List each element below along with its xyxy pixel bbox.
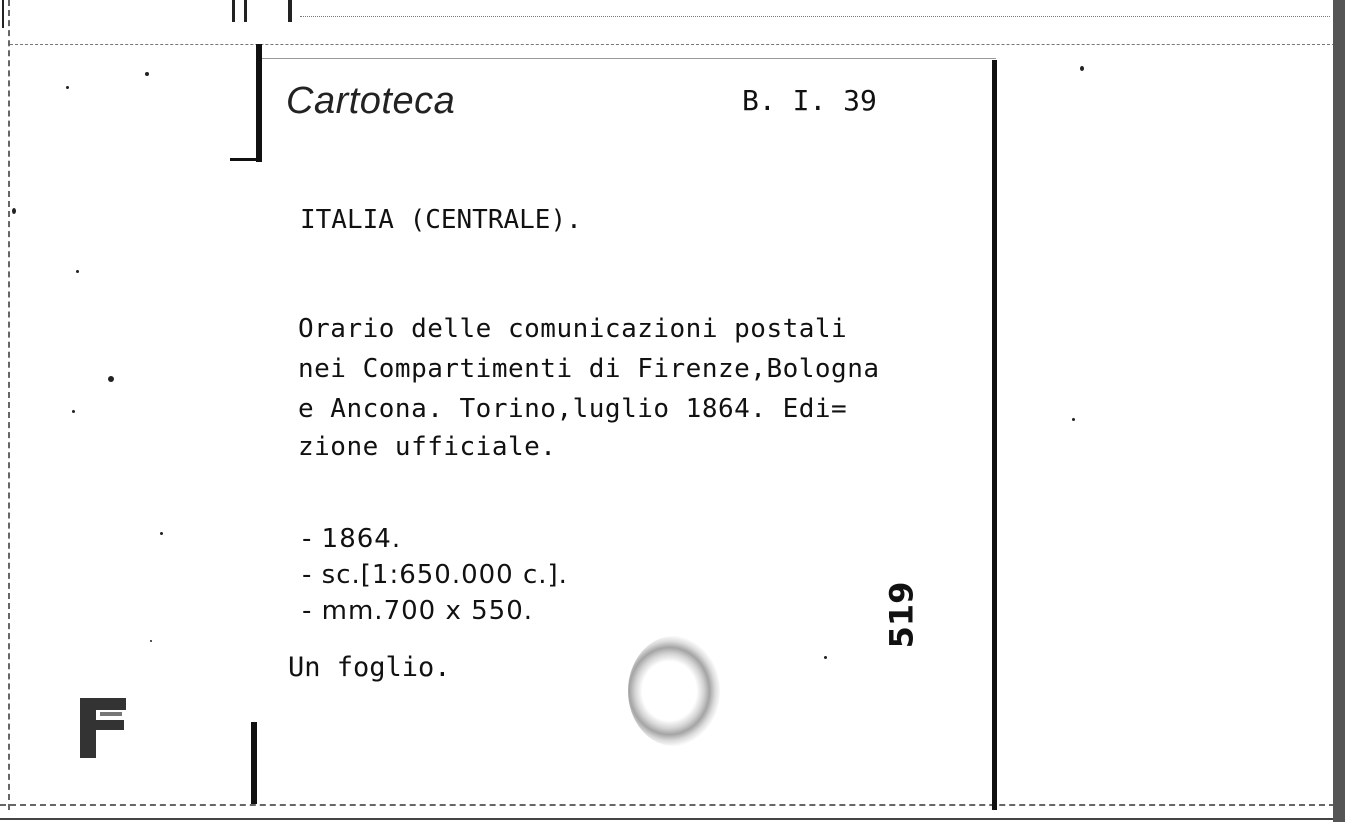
speck [150, 640, 152, 642]
speck [160, 532, 163, 535]
left-corner-tick [2, 0, 4, 28]
shelfmark: B. I. 39 [742, 84, 877, 117]
bottom-scan-edge [0, 818, 1335, 820]
top-border-line [300, 16, 1330, 17]
description-line: zione ufficiale. [298, 432, 557, 462]
description-line: Orario delle comunicazioni postali [298, 314, 848, 344]
subject-heading: ITALIA (CENTRALE). [300, 205, 582, 235]
left-scan-edge [8, 0, 10, 810]
top-tick-3 [288, 0, 292, 22]
spec-scale: - sc.[1:650.000 c.]. [302, 560, 568, 590]
f-mark-icon [78, 694, 128, 760]
speck [824, 656, 827, 659]
punch-hole-stain [628, 636, 720, 746]
right-scan-edge [1333, 0, 1345, 822]
description-line: nei Compartimenti di Firenze,Bologna [298, 354, 880, 384]
speck [76, 270, 79, 273]
spec-dimensions: - mm.700 x 550. [302, 596, 533, 626]
card-top-rule [262, 58, 996, 59]
speck [1072, 418, 1075, 421]
description-line: e Ancona. Torino,luglio 1864. Edi= [298, 394, 848, 424]
card-left-rule-bottom [251, 722, 257, 804]
bottom-card-edge [0, 804, 1335, 806]
card-left-rule-top [256, 44, 262, 162]
speck [66, 86, 69, 89]
collection-label: Cartoteca [286, 80, 456, 122]
inventory-number: 519 [882, 581, 921, 649]
card-left-rule-hook [230, 158, 260, 161]
speck [72, 410, 75, 413]
speck [12, 208, 16, 214]
upper-card-edge [10, 44, 1335, 45]
speck [145, 72, 149, 76]
top-tick-1 [232, 0, 235, 22]
extent-note: Un foglio. [288, 652, 451, 683]
top-tick-2 [244, 0, 247, 22]
speck [1080, 66, 1084, 71]
card-right-rule [992, 60, 997, 810]
spec-date: - 1864. [302, 524, 402, 554]
speck [108, 376, 114, 382]
